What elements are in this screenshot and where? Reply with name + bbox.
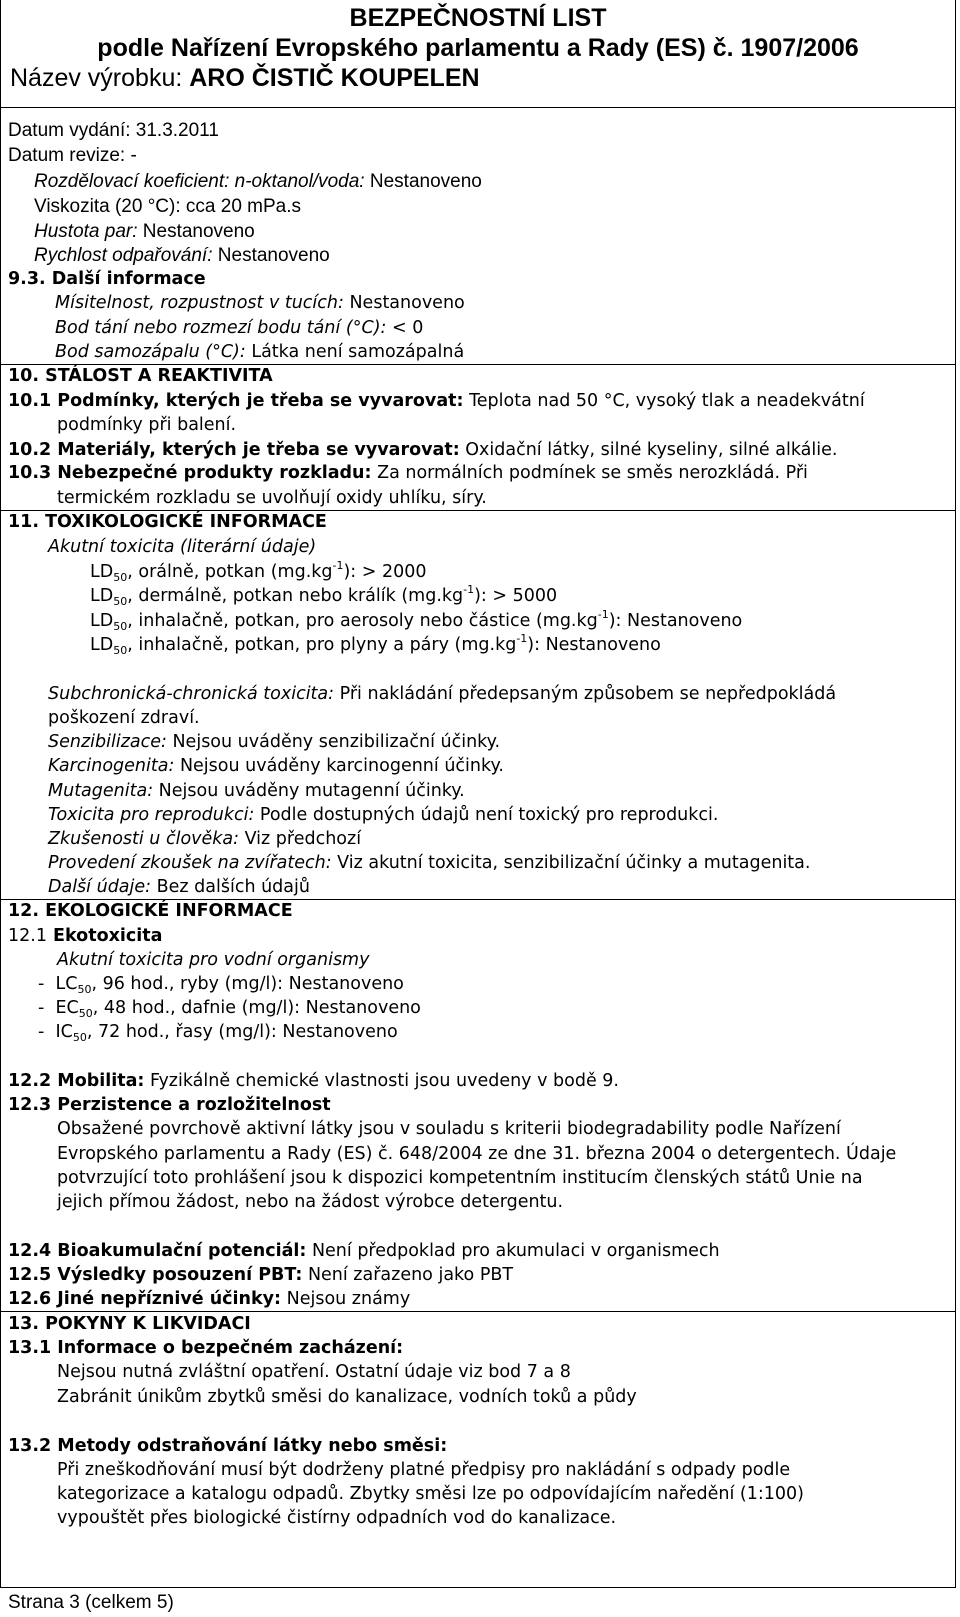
ld-text: , inhalačně, potkan, pro aerosoly nebo částice (mg.kg [127,611,598,631]
sensitization [48,731,500,753]
superscript: -1 [463,583,475,596]
reproductive-toxicity [48,804,718,826]
field-label: Senzibilizace: [48,732,167,752]
ld-value: ): > 2000 [343,562,427,582]
field-label: Rozdělovací koeficient: n-oktanol/voda: [34,171,365,192]
ld-text: , inhalačně, potkan, pro plyny a páry (mg.kg [127,635,517,655]
product-line [10,63,480,93]
product-name: ARO ČISTIČ KOUPELEN [189,64,480,92]
subscript: 50 [77,983,92,996]
superscript: -1 [597,608,609,621]
section-title: Nebezpečné produkty rozkladu: [51,463,372,483]
field-value: Nestanoveno [343,293,465,313]
ld50-dermal [90,585,557,609]
viscosity: Viskozita (20 °C): cca 20 mPa.s [34,196,302,217]
section-12-1 [8,925,162,947]
section-divider [0,1311,956,1312]
section-number: 13.1 [8,1338,52,1358]
section-11-heading: 11. TOXIKOLOGICKÉ INFORMACE [8,512,327,532]
miscibility [55,292,465,314]
section-number: 13.2 [8,1436,52,1456]
superscript: -1 [332,559,344,572]
section-text: Oxidační látky, silné kyseliny, silné alkálie. [459,440,838,460]
section-10-3 [8,462,808,484]
header-divider [0,107,956,108]
superscript: -1 [516,632,528,645]
section-text: Za normálních podmínek se směs nerozkládá. Při [371,463,808,483]
subscript: 50 [113,571,128,584]
field-value: Při nakládání předepsaným způsobem se nepředpokládá [334,684,837,704]
section-title: Perzistence a rozložitelnost [51,1095,331,1115]
evaporation-rate [34,245,330,267]
ic50-algae [38,1021,398,1045]
ld-text: , dermálně, potkan nebo králík (mg.kg [127,586,464,606]
section-title: Jiné nepříznivé účinky: [51,1289,282,1309]
section-number: 9.3. [8,269,46,289]
subchronic-toxicity-cont: poškození zdraví. [48,708,200,728]
section-13-heading: 13. POKYNY K LIKVIDACI [8,1314,251,1334]
ec-label: EC [55,998,79,1018]
persistence-line-3: potvrzující toto prohlášení jsou k dispozici kompetentním institucím členských států Unie na [57,1168,863,1188]
safe-handling-line-1: Nejsou nutná zvláštní opatření. Ostatní údaje viz bod 7 a 8 [57,1362,571,1382]
partition-coefficient [34,171,482,193]
section-number: 12.4 [8,1241,52,1261]
field-value: < 0 [386,318,424,338]
section-text: Teplota nad 50 °C, vysoký tlak a neadekvátní [463,391,865,411]
ic-label: IC [55,1022,73,1042]
section-number: 12.3 [8,1095,52,1115]
ld50-inhalation-aerosol [90,610,742,634]
section-number: 10.3 [8,463,52,483]
section-number: 12.2 [8,1071,52,1091]
section-text: Není zařazeno jako PBT [302,1265,514,1285]
section-12-6 [8,1288,410,1310]
mutagenicity [48,780,465,802]
ld-text: , orálně, potkan (mg.kg [127,562,333,582]
ld-label: LD [90,611,114,631]
disposal-line-1: Při zneškodňování musí být dodrženy platné předpisy pro nakládání s odpady podle [57,1460,791,1480]
section-title: Metody odstraňování látky nebo směsi: [51,1436,448,1456]
revision-date: Datum revize: - [8,145,137,166]
subchronic-toxicity [48,683,836,705]
field-label: Hustota par: [34,221,138,242]
section-10-2 [8,439,837,461]
section-title: Materiály, kterých je třeba se vyvarovat: [51,440,460,460]
field-label: Bod samozápalu (°C): [55,342,246,362]
vapour-density [34,221,255,243]
field-value: Podle dostupných údajů není toxický pro reprodukci. [254,805,719,825]
regulation-line: podle Nařízení Evropského parlamentu a Rady (ES) č. 1907/2006 [97,34,859,62]
field-value: Nestanoveno [364,171,482,192]
section-12-4 [8,1240,720,1262]
field-value: Nestanoveno [137,221,255,242]
section-12-5 [8,1264,513,1286]
section-title: Ekotoxicita [46,926,163,946]
field-label: Bod tání nebo rozmezí bodu tání (°C): [55,318,387,338]
section-number: 10.2 [8,440,52,460]
melting-point [55,317,423,339]
section-10-1 [8,390,865,412]
list-dash: - [38,998,45,1018]
field-value: Viz předchozí [239,829,362,849]
section-9-3-heading [8,268,206,290]
section-12-2 [8,1070,619,1092]
field-value: Látka není samozápalná [245,342,465,362]
page-number: Strana 3 (celkem 5) [8,1592,174,1613]
section-title: Bioakumulační potenciál: [51,1241,307,1261]
safe-handling-line-2: Zabránit únikům zbytků směsi do kanalizace, vodních toků a půdy [57,1387,637,1407]
ec-text: , 48 hod., dafnie (mg/l): Nestanoveno [92,998,421,1018]
persistence-line-4: jejich přímou žádost, nebo na žádost výrobce detergentu. [57,1192,564,1212]
carcinogenicity [48,755,504,777]
persistence-line-1: Obsažené povrchově aktivní látky jsou v souladu s kriterii biodegradability podle Nařízení [57,1119,841,1139]
section-text: Nejsou známy [281,1289,411,1309]
section-10-3-cont: termickém rozkladu se uvolňují oxidy uhlíku, síry. [57,488,487,508]
section-number: 10.1 [8,391,52,411]
ld-value: ): Nestanoveno [527,635,661,655]
section-13-1 [8,1337,403,1359]
field-label: Zkušenosti u člověka: [48,829,240,849]
field-value: Nejsou uváděny mutagenní účinky. [153,781,465,801]
autoignition-point [55,341,464,363]
ld50-inhalation-gas [90,634,661,658]
animal-testing [48,852,810,874]
section-title: Podmínky, kterých je třeba se vyvarovat: [51,391,464,411]
field-label: Provedení zkoušek na zvířatech: [48,853,332,873]
ld50-oral [90,561,427,585]
ld-label: LD [90,586,114,606]
ld-label: LD [90,562,114,582]
field-label: Mutagenita: [48,781,154,801]
field-label: Rychlost odpařování: [34,245,213,266]
field-value: Nestanoveno [212,245,330,266]
section-12-heading: 12. EKOLOGICKÉ INFORMACE [8,901,293,921]
field-label: Další údaje: [48,877,152,897]
lc-text: , 96 hod., ryby (mg/l): Nestanoveno [91,974,404,994]
ic-text: , 72 hod., řasy (mg/l): Nestanoveno [86,1022,398,1042]
disposal-line-2: kategorizace a katalogu odpadů. Zbytky směsi lze po odpovídajícím naředění (1:100) [57,1484,804,1504]
section-10-heading: 10. STÁLOST A REAKTIVITA [8,366,273,386]
section-number: 12.1 [8,926,47,946]
subscript: 50 [78,1007,93,1020]
section-number: 12.6 [8,1289,52,1309]
ld-value: ): > 5000 [474,586,558,606]
section-title: Mobilita: [51,1071,145,1091]
field-label: Toxicita pro reprodukci: [48,805,255,825]
ld-value: ): Nestanoveno [608,611,743,631]
aquatic-toxicity-heading: Akutní toxicita pro vodní organismy [57,950,370,970]
subscript: 50 [113,644,128,657]
subscript: 50 [113,595,128,608]
subscript: 50 [72,1031,87,1044]
field-label: Subchronická-chronická toxicita: [48,684,335,704]
disposal-line-3: vypouštět přes biologické čistírny odpadních vod do kanalizace. [57,1508,617,1528]
list-dash: - [38,974,45,994]
ec50-daphnia [38,997,421,1021]
lc-label: LC [55,974,78,994]
field-value: Viz akutní toxicita, senzibilizační účinky a mutagenita. [331,853,811,873]
persistence-line-2: Evropského parlamentu a Rady (ES) č. 648/2004 ze dne 31. března 2004 o detergentech. Údaje [57,1144,897,1164]
field-label: Karcinogenita: [48,756,175,776]
section-12-3 [8,1094,331,1116]
field-value: Nejsou uváděny senzibilizační účinky. [166,732,501,752]
section-text: Fyzikálně chemické vlastnosti jsou uvedeny v bodě 9. [144,1071,619,1091]
issue-date: Datum vydání: 31.3.2011 [8,120,219,141]
other-data [48,876,310,898]
field-value: Nejsou uváděny karcinogenní účinky. [174,756,504,776]
section-title: Informace o bezpečném zacházení: [51,1338,404,1358]
section-number: 12.5 [8,1265,52,1285]
document-title: BEZPEČNOSTNÍ LIST [349,4,607,32]
subscript: 50 [113,620,128,633]
field-value: Bez dalších údajů [151,877,310,897]
product-label: Název výrobku: [10,64,183,92]
lc50-fish [38,973,404,997]
section-title: Další informace [45,269,206,289]
section-title: Výsledky posouzení PBT: [51,1265,303,1285]
ld-label: LD [90,635,114,655]
human-experience [48,828,361,850]
section-text: Není předpoklad pro akumulaci v organismech [306,1241,720,1261]
acute-toxicity-heading: Akutní toxicita (literární údaje) [48,537,317,557]
section-13-2 [8,1435,447,1457]
list-dash: - [38,1022,45,1042]
field-label: Mísitelnost, rozpustnost v tucích: [55,293,344,313]
section-10-1-cont: podmínky při balení. [57,415,237,435]
